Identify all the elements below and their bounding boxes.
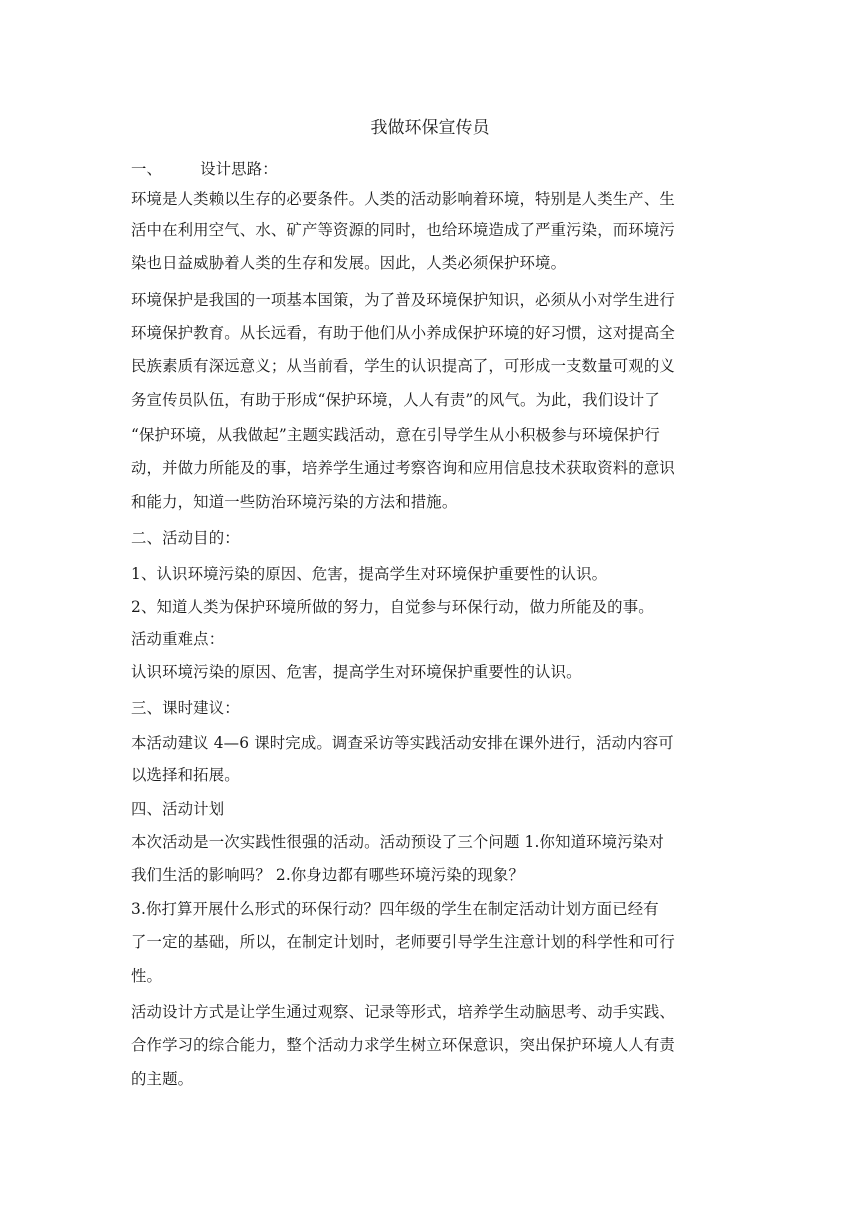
paragraph-line: 环境保护教育。从长远看，有助于他们从小养成保护环境的好习惯，这对提高全	[131, 324, 675, 342]
paragraph-line: 我们生活的影响吗？ 2.你身边都有哪些环境污染的现象？	[131, 866, 525, 884]
section-heading-3: 三、课时建议：	[131, 699, 240, 717]
section-heading-4: 四、活动计划	[131, 800, 225, 818]
paragraph-line: “保护环境，从我做起”主题实践活动，意在引导学生从小积极参与环境保护行	[131, 426, 660, 444]
paragraph-line: 本次活动是一次实践性很强的活动。活动预设了三个问题 1.你知道环境污染对	[131, 833, 664, 851]
subheading: 活动重难点：	[131, 630, 225, 648]
paragraph-line: 了一定的基础，所以，在制定计划时，老师要引导学生注意计划的科学性和可行	[131, 933, 675, 951]
paragraph-line: 以选择和拓展。	[131, 766, 240, 784]
paragraph-line: 环境是人类赖以生存的必要条件。人类的活动影响着环境，特别是人类生产、生	[131, 190, 675, 208]
paragraph-line: 务宣传员队伍，有助于形成“保护环境，人人有责”的风气。为此，我们设计了	[131, 391, 660, 409]
document-title: 我做环保宣传员	[370, 118, 490, 138]
paragraph-line: 认识环境污染的原因、危害，提高学生对环境保护重要性的认识。	[131, 663, 582, 681]
paragraph-line: 本活动建议 4—6 课时完成。调查采访等实践活动安排在课外进行，活动内容可	[131, 734, 674, 752]
paragraph-line: 的主题。	[131, 1070, 194, 1088]
section-heading-2: 二、活动目的：	[131, 529, 240, 547]
list-item: 2、知道人类为保护环境所做的努力，自觉参与环保行动，做力所能及的事。	[131, 598, 654, 616]
paragraph-line: 3.你打算开展什么形式的环保行动？四年级的学生在制定活动计划方面已经有	[131, 900, 659, 918]
paragraph-line: 活中在利用空气、水、矿产等资源的同时，也给环境造成了严重污染，而环境污	[131, 221, 675, 239]
paragraph-line: 民族素质有深远意义；从当前看，学生的认识提高了，可形成一支数量可观的义	[131, 357, 675, 375]
section-heading-1	[131, 158, 278, 180]
list-item: 1、认识环境污染的原因、危害，提高学生对环境保护重要性的认识。	[131, 565, 608, 583]
section-heading-text: 设计思路：	[200, 160, 278, 178]
paragraph-line: 性。	[131, 967, 163, 985]
paragraph-line: 环境保护是我国的一项基本国策，为了普及环境保护知识，必须从小对学生进行	[131, 291, 675, 309]
paragraph-line: 活动设计方式是让学生通过观察、记录等形式，培养学生动脑思考、动手实践、	[131, 1003, 675, 1021]
paragraph-line: 动，并做力所能及的事，培养学生通过考察咨询和应用信息技术获取资料的意识	[131, 459, 675, 477]
paragraph-line: 染也日益威胁着人类的生存和发展。因此，人类必须保护环境。	[131, 254, 567, 272]
paragraph-line: 合作学习的综合能力，整个活动力求学生树立环保意识，突出保护环境人人有责	[131, 1036, 675, 1054]
section-marker: 一、	[131, 160, 163, 178]
paragraph-line: 和能力，知道一些防治环境污染的方法和措施。	[131, 493, 458, 511]
